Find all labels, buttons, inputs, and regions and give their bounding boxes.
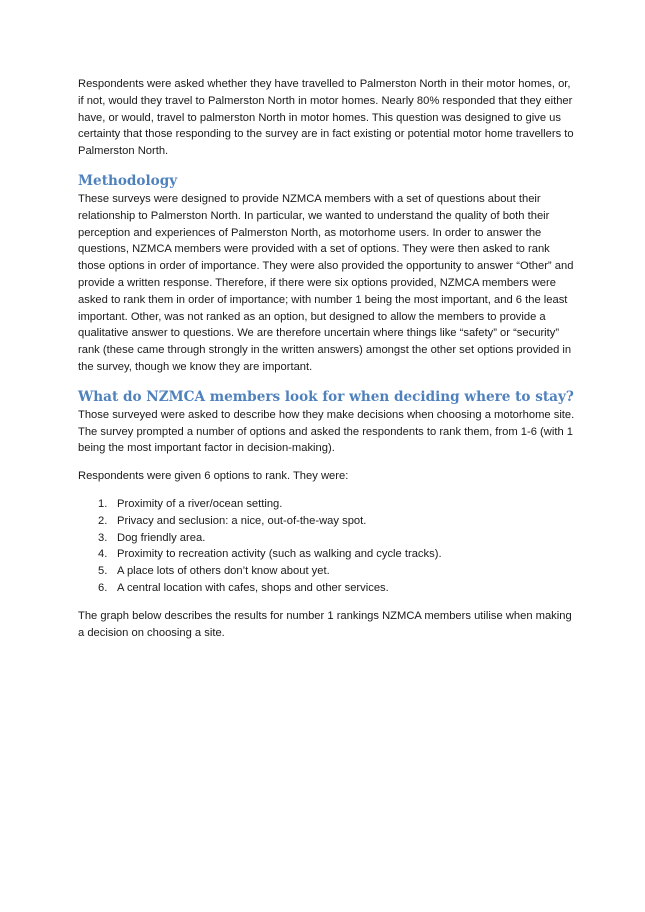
list-item-text: A central location with cafes, shops and other services. [117, 581, 389, 594]
options-list [78, 496, 578, 597]
list-item [98, 496, 578, 513]
list-item-number: 5. [98, 565, 108, 578]
list-item-number: 1. [98, 497, 108, 510]
list-item-text: Proximity of a river/ocean setting. [117, 497, 283, 510]
where-to-stay-heading: What do NZMCA members look for when deciding where to stay? [78, 388, 574, 405]
list-item [98, 513, 578, 530]
graph-intro-paragraph: The graph below describes the results for number 1 rankings NZMCA members utilise when making a decision on choosing a site. [78, 609, 572, 639]
methodology-heading: Methodology [78, 172, 178, 189]
list-item [98, 580, 578, 597]
list-item-text: A place lots of others don’t know about yet. [117, 565, 330, 578]
intro-paragraph: Respondents were asked whether they have travelled to Palmerston North in their motor homes, or, if not, would they travel to Palmerston North in motor homes. Nearly 80% responded that they either have, or would, travel to palmerston North in motor homes. This question was designed to give us certainty that those responding to the survey are in fact existing or potential motor home travellers to Palmerston North. [78, 78, 574, 158]
list-item-text: Privacy and seclusion: a nice, out-of-the-way spot. [117, 514, 367, 527]
where-to-stay-paragraph: Those surveyed were asked to describe how they make decisions when choosing a motorhome site. The survey prompted a number of options and asked the respondents to rank them, from 1-6 (with 1 being the most important factor in decision-making). [78, 408, 575, 455]
methodology-paragraph: These surveys were designed to provide NZMCA members with a set of questions about their relationship to Palmerston North. In particular, we wanted to understand the quality of both their perception and experiences of Palmerston North, as motorhome users. In order to answer the questions, NZMCA members were provided with a set of options. They were then asked to rank those options in order of importance. They were also provided the opportunity to answer “Other” and provide a written response. Therefore, if there were six options provided, NZMCA members were asked to rank them in order of importance; with number 1 being the most important, and 6 the least important. Other, was not ranked as an option, but designed to allow the members to provide a qualitative answer to questions. We are therefore uncertain where things like “safety” or “security” rank (these came through strongly in the written answers) amongst the other set options provided in the survey, though we know they are important. [78, 192, 574, 373]
list-item-number: 4. [98, 548, 108, 561]
list-item [98, 563, 578, 580]
list-item-text: Dog friendly area. [117, 531, 206, 544]
list-item-number: 6. [98, 581, 108, 594]
options-intro: Respondents were given 6 options to rank. They were: [78, 470, 349, 483]
document-page [78, 76, 578, 641]
list-item-text: Proximity to recreation activity (such as walking and cycle tracks). [117, 548, 442, 561]
list-item [98, 546, 578, 563]
list-item-number: 3. [98, 531, 108, 544]
list-item [98, 530, 578, 547]
list-item-number: 2. [98, 514, 108, 527]
